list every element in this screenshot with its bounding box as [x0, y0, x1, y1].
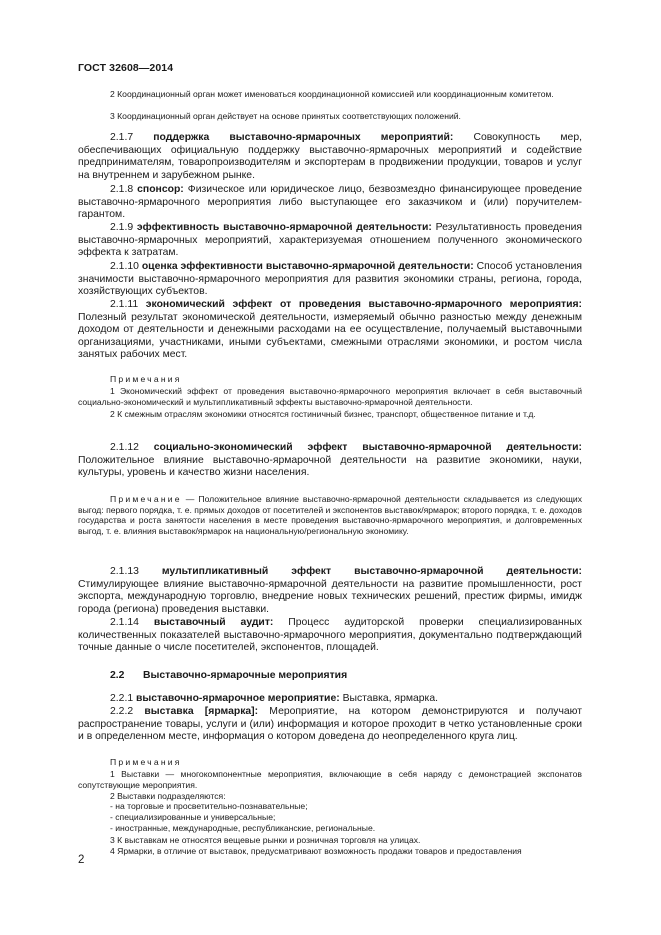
note-2-1-11-2: 2 К смежным отраслям экономики относятся гостиничный бизнес, транспорт, общественное питание и т.д. [110, 409, 536, 419]
term-number: 2.1.14 [110, 617, 139, 628]
term-number: 2.1.9 [110, 222, 134, 233]
term-title: эффективность выставочно-ярмарочной деятельности: [136, 222, 432, 233]
term-2-1-12 [78, 442, 582, 480]
note-2-2-2-1: 1 Выставки — многокомпонентные мероприятия, включающие в себя наряду с демонстрацией экспонатов сопутствующие мероприятия. [78, 769, 582, 790]
term-2-1-11 [78, 299, 582, 362]
term-definition: Процесс аудиторской проверки специализированных количественных показателей выставочно-ярмарочного мероприятия, документально подтверждающий точные данные о числе посетителей, экспонентов, площадей. [78, 617, 582, 654]
section-heading [110, 670, 347, 681]
term-title: мультипликативный эффект выставочно-ярмарочной деятельности: [161, 566, 582, 577]
term-title: спонсор: [137, 184, 184, 195]
term-definition: Результативность проведения выставочно-ярмарочных мероприятий, характеризуемая отношением полученного экономического эффекта к затратам. [78, 222, 583, 259]
term-2-1-10 [78, 261, 582, 299]
term-definition: Положительное влияние выставочно-ярмарочной деятельности на развитие экономики, науки, культуры, уровень и качество жизни населения. [78, 454, 582, 479]
note-list-item: - на торговые и просветительно-познавательные; [110, 801, 308, 811]
section-title: Выставочно-ярмарочные мероприятия [143, 670, 348, 681]
term-title: оценка эффективности выставочно-ярмарочной деятельности: [141, 261, 474, 272]
note-top-3: 3 Координационный орган действует на основе принятых соответствующих положений. [110, 111, 461, 121]
term-number: 2.1.11 [110, 299, 139, 310]
document-header: ГОСТ 32608—2014 [78, 62, 174, 74]
term-number: 2.2.1 [110, 693, 134, 704]
term-definition: Способ установления значимости выставочно-ярмарочного мероприятия для развития экономики страны, региона, города, хозяйствующих субъектов. [78, 261, 582, 298]
notes-label: Примечания [110, 374, 182, 384]
note-list-item: - иностранные, международные, республиканские, региональные. [110, 823, 376, 833]
term-definition: Мероприятие, на котором демонстрируются и получают распространение товары, услуги и (или) информация и которое проходит в четко установленные сроки и в определенном месте, информация о котором доведена до неопределенного круга лиц. [78, 706, 582, 743]
term-title: экономический эффект от проведения выставочно-ярмарочного мероприятия: [145, 299, 583, 310]
term-2-2-2 [78, 706, 582, 744]
term-2-1-13 [78, 566, 582, 616]
term-title: выставка [ярмарка]: [144, 706, 259, 717]
term-2-1-7 [78, 132, 582, 182]
term-definition: Физическое или юридическое лицо, безвозмездно финансирующее проведение выставочно-ярмарочного мероприятия либо выступающее его заказчиком и (или) поручителем-гарантом. [78, 184, 583, 221]
note-2-1-12 [78, 494, 582, 536]
note-2-2-2-4: 4 Ярмарки, в отличие от выставок, предусматривают возможность продажи товаров и предоставления [110, 846, 522, 856]
term-number: 2.1.10 [110, 261, 139, 272]
note-label: Примечание [110, 494, 182, 504]
note-2-1-11-1: 1 Экономический эффект от проведения выставочно-ярмарочного мероприятия включает в себя выставочный социально-экономический и мультипликативный эффекты выставочно-ярмарочной деятельности. [78, 386, 582, 407]
term-2-1-8 [78, 184, 582, 222]
page-number: 2 [78, 854, 85, 866]
note-2-2-2-2: 2 Выставки подразделяются: [110, 791, 226, 801]
term-title: выставочно-ярмарочное мероприятие: [136, 693, 340, 704]
term-definition: Стимулирующее влияние выставочно-ярмарочной деятельности на развитие промышленности, рост экспорта, международную торговлю, внедрение новых технических решений, престиж фирмы, имидж города (региона) проведения выставки. [78, 578, 582, 615]
term-2-1-14 [78, 617, 582, 655]
section-number: 2.2 [110, 670, 125, 681]
term-number: 2.1.12 [110, 442, 139, 453]
notes-label: Примечания [110, 757, 182, 767]
term-number: 2.1.8 [110, 184, 134, 195]
term-title: поддержка выставочно-ярмарочных мероприятий: [153, 132, 454, 143]
note-text: — Положительное влияние выставочно-ярмарочной деятельности складывается из следующих выгод: первого порядка, т. е. прямых доходов от посетителей и экспонентов выставок/ярмарок; второго порядка, т. е. доходов государства и роста занятости населения в месте проведения выставочно-ярмарочного мероприятия, и долговременных выгод, т. е. влияния выставок/ярмарок на национальную/региональную экономику. [78, 494, 582, 536]
note-top-2: 2 Координационный орган может именоваться координационной комиссией или координационным комитетом. [110, 89, 554, 99]
term-definition: Совокупность мер, обеспечивающих официальную поддержку выставочно-ярмарочных мероприятий и содействие предпринимателям, товаропроизводителям и экспортерам в продвижении продукции, товаров и услуг на внутреннем и зарубежном рынке. [78, 132, 583, 181]
term-2-1-9 [78, 222, 582, 260]
term-title: выставочный аудит: [153, 617, 274, 628]
note-2-2-2-3: 3 К выставкам не относятся вещевые рынки и розничная торговля на улицах. [110, 835, 421, 845]
term-number: 2.1.13 [110, 566, 139, 577]
term-title: социально-экономический эффект выставочно-ярмарочной деятельности: [153, 442, 582, 453]
note-list-item: - специализированные и универсальные; [110, 812, 276, 822]
term-definition: Выставка, ярмарка. [339, 693, 438, 704]
term-definition: Полезный результат экономической деятельности, измеряемый обычно разностью между денежным доходом от деятельности и денежными расходами на ее осуществление, получаемый выставочными организациями, участниками, иными субъектами, смежными отраслями экономики, и ростом числа занятых рабочих мест. [78, 311, 582, 361]
term-2-2-1 [78, 693, 582, 706]
term-number: 2.2.2 [110, 706, 134, 717]
term-number: 2.1.7 [110, 132, 134, 143]
